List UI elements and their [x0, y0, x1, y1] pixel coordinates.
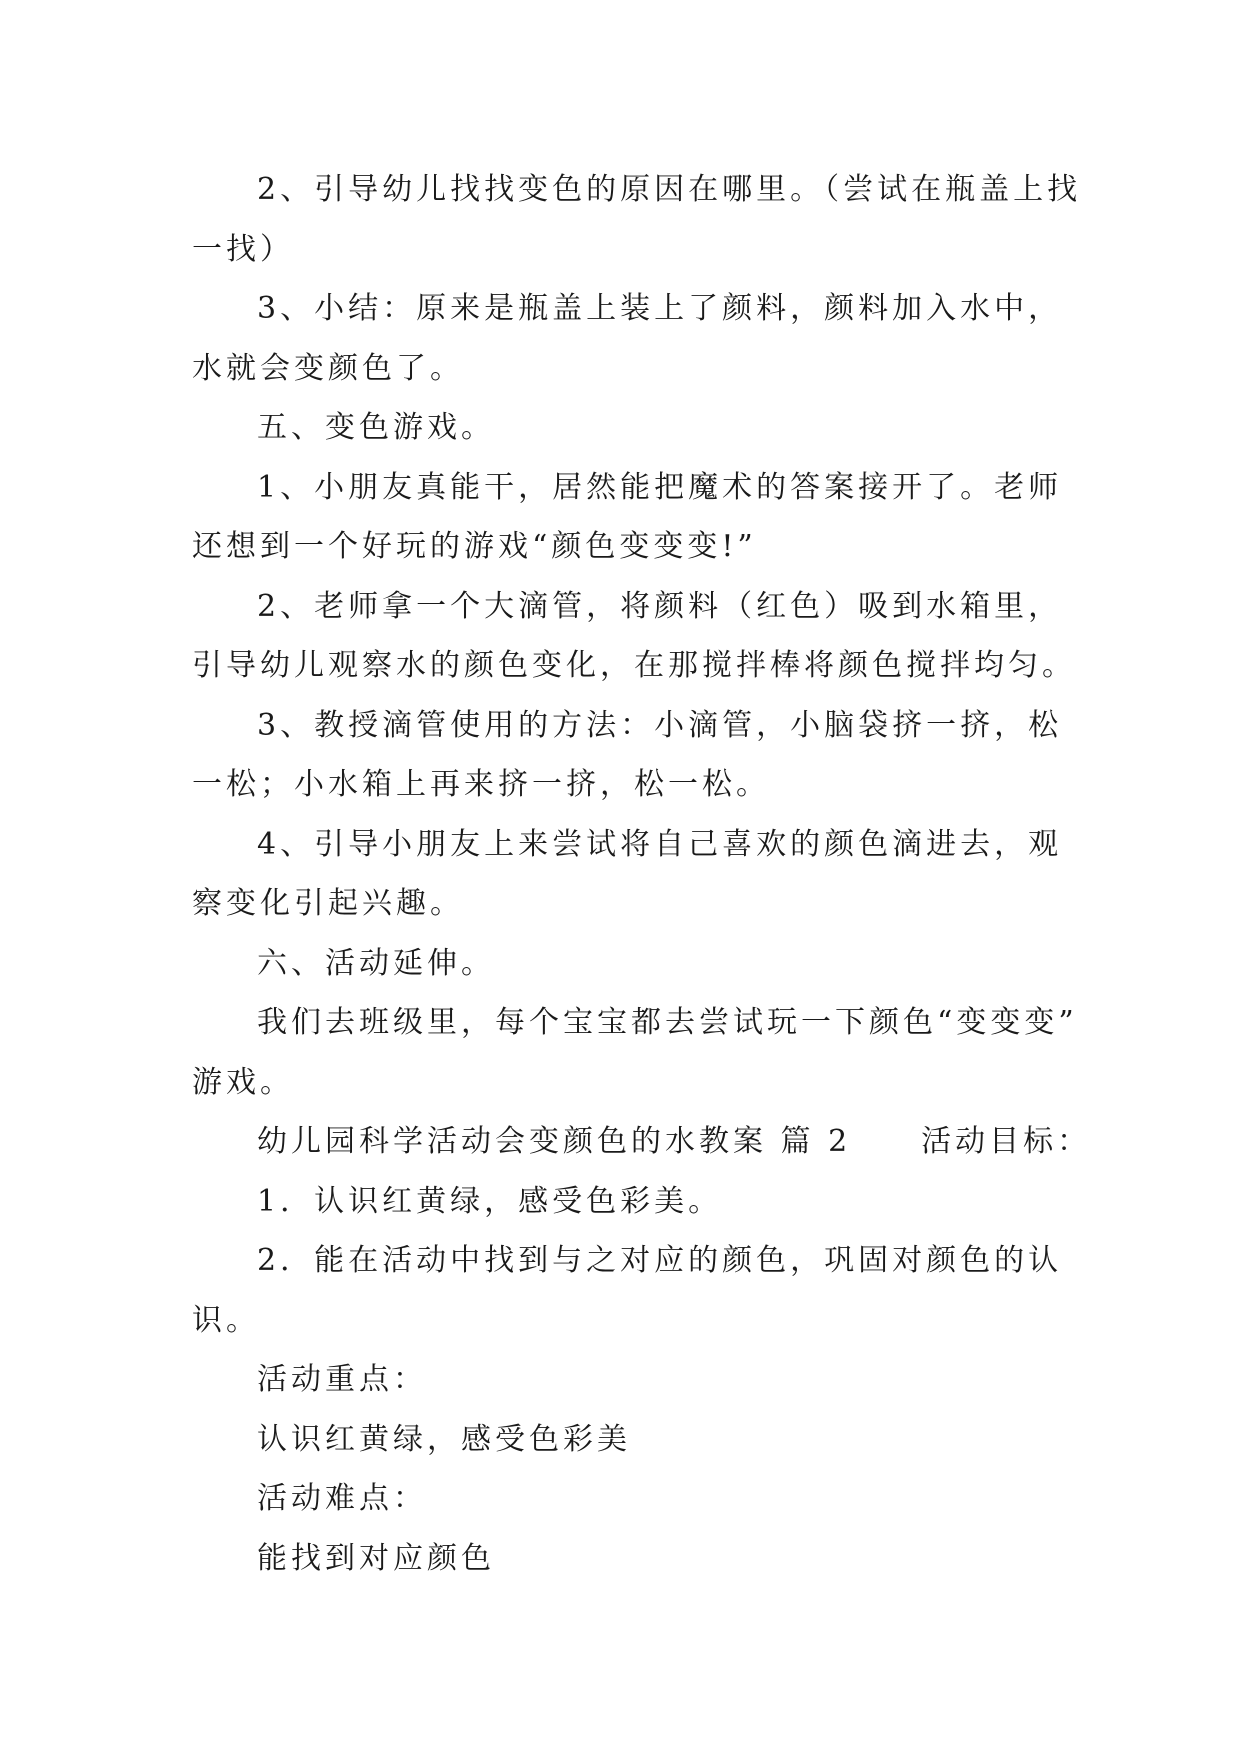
paragraph-line: 水就会变颜色了。 [192, 350, 464, 386]
paragraph-line: 察变化引起兴趣。 [192, 886, 464, 921]
paragraph-line: 一找） [192, 231, 294, 267]
section-heading: 五、变色游戏。 [257, 410, 495, 445]
objective-item: 2．能在活动中找到与之对应的颜色，巩固对颜色的认 [257, 1243, 1063, 1278]
article-title: 幼儿园科学活动会变颜色的水教案 篇 2 [257, 1124, 852, 1159]
paragraph-line: 还想到一个好玩的游戏“颜色变变变!” [192, 529, 757, 564]
paragraph-line: 识。 [192, 1302, 260, 1338]
document-body [192, 160, 1092, 1588]
objective-item: 1．认识红黄绿，感受色彩美。 [257, 1183, 723, 1219]
paragraph-line: 2、引导幼儿找找变色的原因在哪里。（尝试在瓶盖上找 [257, 172, 1082, 207]
paragraph-line: 3、教授滴管使用的方法：小滴管，小脑袋挤一挤，松 [257, 707, 1063, 743]
paragraph-line: 我们去班级里，每个宝宝都去尝试玩一下颜色“变变变” [257, 1005, 1078, 1040]
objectives-heading: 活动目标： [921, 1124, 1092, 1159]
difficulty-text: 能找到对应颜色 [257, 1540, 495, 1576]
paragraph-line: 游戏。 [192, 1064, 294, 1100]
paragraph-line: 4、引导小朋友上来尝试将自己喜欢的颜色滴进去，观 [257, 826, 1063, 862]
article-title-line [192, 1112, 1092, 1172]
difficulty-heading: 活动难点： [257, 1481, 427, 1516]
paragraph-line: 1、小朋友真能干，居然能把魔术的答案接开了。老师 [257, 469, 1063, 505]
key-points-heading: 活动重点： [257, 1362, 427, 1397]
paragraph-line: 3、小结：原来是瓶盖上装上了颜料，颜料加入水中， [257, 291, 1063, 326]
paragraph-line: 引导幼儿观察水的颜色变化，在那搅拌棒将颜色搅拌均匀。 [192, 648, 1076, 683]
key-points-text: 认识红黄绿，感受色彩美 [257, 1421, 631, 1457]
paragraph-line: 一松；小水箱上再来挤一挤，松一松。 [192, 767, 770, 802]
paragraph-line: 2、老师拿一个大滴管，将颜料（红色）吸到水箱里， [257, 588, 1063, 624]
section-heading: 六、活动延伸。 [257, 945, 495, 981]
